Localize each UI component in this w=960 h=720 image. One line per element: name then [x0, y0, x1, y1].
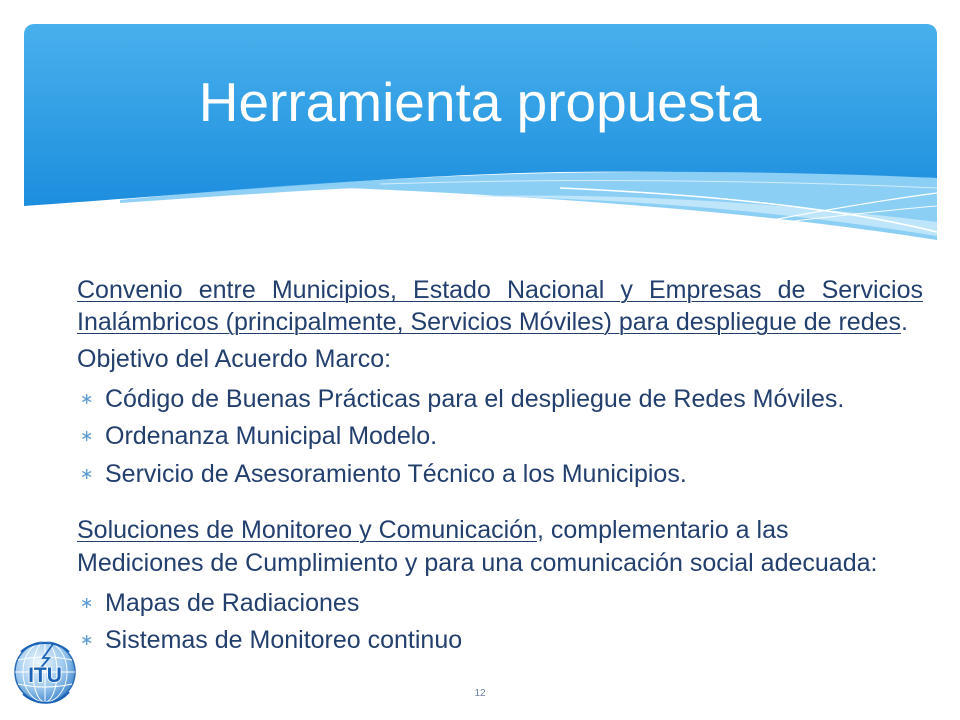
solution-list-item: [80, 624, 462, 656]
bullet-asterisk-icon: ∗: [80, 464, 94, 483]
bullet-asterisk-icon: ∗: [80, 426, 94, 445]
solutions-line-2: Mediciones de Cumplimiento y para una comunicación social adecuada:: [77, 549, 878, 577]
solution-item-text: Sistemas de Monitoreo continuo: [105, 626, 463, 654]
objective-item-text: Código de Buenas Prácticas para el despliegue de Redes Móviles.: [105, 385, 845, 413]
solutions-line-1-rest: , complementario a las: [536, 516, 789, 544]
objective-heading: Objetivo del Acuerdo Marco:: [77, 345, 392, 373]
objective-list-item: [80, 420, 437, 452]
solutions-line-1: [77, 514, 789, 546]
solution-item-text: Mapas de Radiaciones: [105, 589, 360, 617]
intro-link-part-2[interactable]: Inalámbricos (principalmente, Servicios Móviles) para despliegue de redes: [77, 308, 901, 336]
solution-list-item: [80, 587, 359, 619]
intro-line-1: [77, 274, 923, 306]
slide-title: Herramienta propuesta: [198, 71, 762, 133]
page-number: 12: [474, 688, 486, 699]
intro-line-2: [77, 306, 908, 338]
banner-wave-light: [300, 172, 937, 240]
intro-link-part-1[interactable]: Convenio entre Municipios, Estado Nacional y Empresas de Servicios: [77, 276, 923, 304]
bullet-asterisk-icon: ∗: [80, 389, 94, 408]
bullet-asterisk-icon: ∗: [80, 593, 94, 612]
logo-lettering: ITU: [28, 664, 62, 687]
objective-item-text: Ordenanza Municipal Modelo.: [105, 422, 438, 450]
solutions-link[interactable]: Soluciones de Monitoreo y Comunicación: [77, 516, 537, 544]
objective-list-item: [80, 458, 687, 490]
objective-item-text: Servicio de Asesoramiento Técnico a los Municipios.: [105, 460, 687, 488]
intro-end-punctuation: .: [901, 308, 908, 336]
objective-list-item: [80, 383, 844, 415]
bullet-asterisk-icon: ∗: [80, 630, 94, 649]
